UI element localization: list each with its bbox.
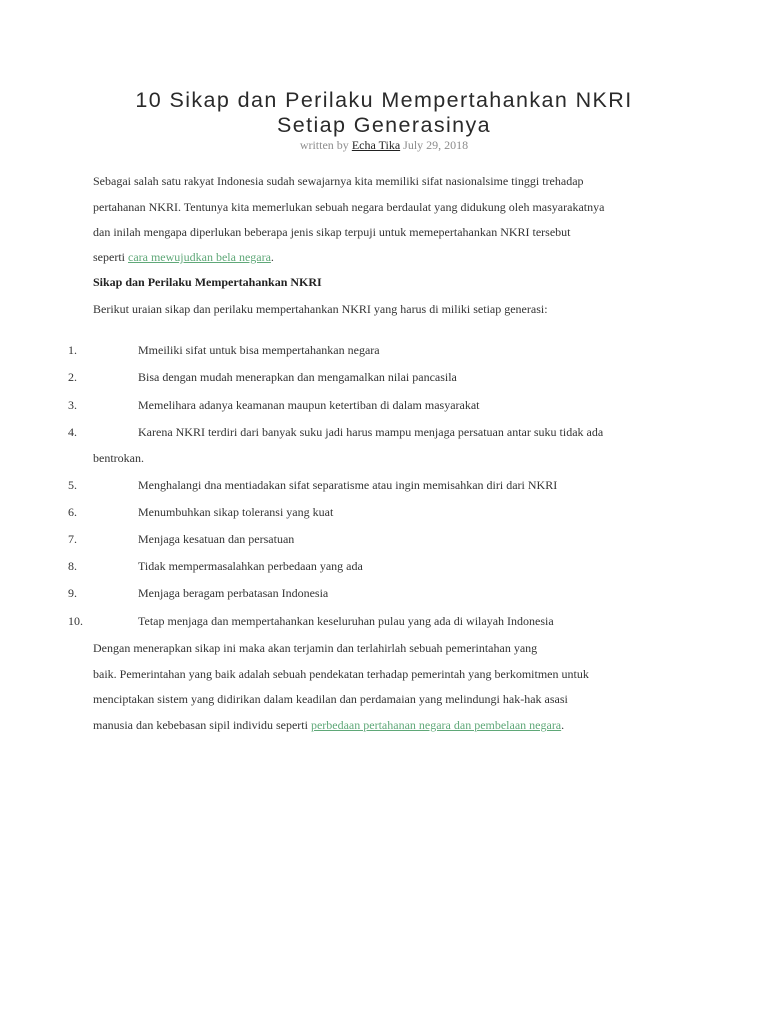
list-item-number: 9.: [68, 586, 77, 600]
list-item-text: Menghalangi dna mentiadakan sifat separatisme atau ingin memisahkan diri dari NKRI: [138, 478, 558, 492]
intro-line-3: dan inilah mengapa diperlukan beberapa jenis sikap terpuji untuk memepertahankan NKRI tersebut: [93, 225, 571, 239]
list-item-text: Tidak mempermasalahkan perbedaan yang ada: [138, 559, 363, 573]
article-title: [0, 88, 768, 138]
section-lead: Berikut uraian sikap dan perilaku mempertahankan NKRI yang harus di miliki setiap generasi:: [93, 302, 548, 316]
list-item-text: Bisa dengan mudah menerapkan dan mengamalkan nilai pancasila: [138, 370, 457, 384]
list-item-text: Karena NKRI terdiri dari banyak suku jadi harus mampu menjaga persatuan antar suku tidak ada: [138, 425, 604, 439]
list-item-number: 2.: [68, 370, 77, 384]
list-item-number: 4.: [68, 425, 77, 439]
article-byline: [0, 138, 768, 152]
list-item-continuation: bentrokan.: [93, 451, 144, 465]
list-item-text: Menjaga kesatuan dan persatuan: [138, 532, 295, 546]
section-heading: Sikap dan Perilaku Mempertahankan NKRI: [93, 275, 322, 289]
intro-line-4-suffix: .: [270, 250, 274, 264]
list-item-text: Menumbuhkan sikap toleransi yang kuat: [138, 505, 334, 519]
intro-line-4-prefix: seperti: [93, 250, 125, 264]
list-item-text: Tetap menjaga dan mempertahankan keseluruhan pulau yang ada di wilayah Indonesia: [138, 614, 554, 628]
article-title-line-1: 10 Sikap dan Perilaku Mempertahankan NKRI: [135, 88, 633, 112]
list-item-number: 6.: [68, 505, 77, 519]
intro-line-2: pertahanan NKRI. Tentunya kita memerlukan sebuah negara berdaulat yang didukung oleh masyarakatnya: [93, 200, 605, 214]
list-item-number: 10.: [68, 614, 83, 628]
list-item-number: 7.: [68, 532, 77, 546]
closing-line-3: menciptakan sistem yang didirikan dalam keadilan dan perdamaian yang melindungi hak-hak asasi: [93, 692, 568, 706]
closing-line-4: [93, 718, 564, 732]
bela-negara-link[interactable]: cara mewujudkan bela negara: [128, 250, 271, 264]
list-item-number: 1.: [68, 343, 77, 357]
list-item-number: 3.: [68, 398, 77, 412]
closing-line-4-suffix: .: [561, 718, 565, 732]
closing-line-2: baik. Pemerintahan yang baik adalah sebuah pendekatan terhadap pemerintah yang berkomitmen untuk: [93, 667, 589, 681]
list-item-text: Menjaga beragam perbatasan Indonesia: [138, 586, 329, 600]
publish-date: July 29, 2018: [403, 138, 469, 152]
list-item-number: 8.: [68, 559, 77, 573]
list-item-text: Mmeiliki sifat untuk bisa mempertahankan negara: [138, 343, 380, 357]
intro-line-1: Sebagai salah satu rakyat Indonesia sudah sewajarnya kita memiliki sifat nasionalsime tinggi trehadap: [93, 174, 584, 188]
list-item-text: Memelihara adanya keamanan maupun ketertiban di dalam masyarakat: [138, 398, 480, 412]
list-item-number: 5.: [68, 478, 77, 492]
article-title-line-2: Setiap Generasinya: [276, 113, 492, 137]
intro-line-4: [93, 250, 274, 264]
byline-prefix: written by: [299, 138, 349, 152]
closing-line-1: Dengan menerapkan sikap ini maka akan terjamin dan terlahirlah sebuah pemerintahan yang: [93, 641, 538, 655]
closing-line-4-prefix: manusia dan kebebasan sipil individu seperti: [93, 718, 308, 732]
author-link[interactable]: Echa Tika: [351, 138, 401, 152]
pertahanan-negara-link[interactable]: perbedaan pertahanan negara dan pembelaan negara: [310, 718, 562, 732]
